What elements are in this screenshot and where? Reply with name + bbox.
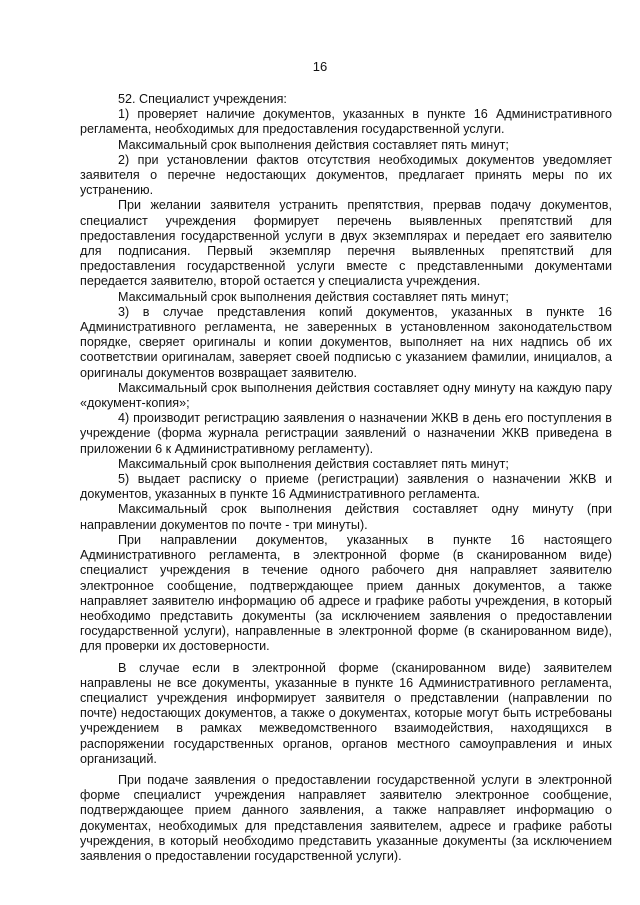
- document-body: [80, 92, 612, 864]
- paragraph: 5) выдает расписку о приеме (регистрации) заявления о назначении ЖКВ и документов, указанных в пункте 16 Административного регламента.: [80, 472, 612, 502]
- paragraph: 2) при установлении фактов отсутствия необходимых документов уведомляет заявителя о перечне недостающих документов, предлагает принять меры по их устранению.: [80, 152, 612, 198]
- paragraph: Максимальный срок выполнения действия составляет одну минуту на каждую пару «документ-копия»;: [80, 380, 612, 411]
- paragraph: При желании заявителя устранить препятствия, прервав подачу документов, специалист учреждения формирует перечень выявленных препятствий для предоставления государственной услуги в двух экземплярах и передает его заявителю для подписания. Первый экземпляр перечня выявленных препятствий для предоставления государственной услуги вместе с представленными документами передается заявителю, второй остается у специалиста учреждения.: [80, 198, 612, 289]
- paragraph: Максимальный срок выполнения действия составляет пять минут;: [118, 137, 509, 152]
- paragraph: Максимальный срок выполнения действия составляет пять минут;: [118, 456, 509, 471]
- paragraph: Максимальный срок выполнения действия составляет одну минуту (при направлении документов по почте - три минуты).: [80, 502, 612, 532]
- paragraph: 1) проверяет наличие документов, указанных в пункте 16 Административного регламента, необходимых для предоставления государственной услуги.: [80, 107, 612, 137]
- page-number: 16: [312, 59, 328, 74]
- paragraph: Максимальный срок выполнения действия составляет пять минут;: [118, 289, 509, 304]
- paragraph: В случае если в электронной форме (сканированном виде) заявителем направлены не все документы, указанные в пункте 16 Административного регламента, специалист учреждения информирует заявителя о представлении (направлении по почте) недостающих документов, а также о документах, которые могут быть истребованы учреждением в рамках межведомственного взаимодействия, находящихся в распоряжении государственных органов, органов местного самоуправления и иных организаций.: [80, 660, 612, 766]
- paragraph: 4) производит регистрацию заявления о назначении ЖКВ в день его поступления в учреждение (форма журнала регистрации заявлений о назначении ЖКВ приведена в приложении 6 к Административному регламенту).: [80, 411, 612, 456]
- paragraph: При направлении документов, указанных в пункте 16 настоящего Административного регламента, в электронной форме (в сканированном виде) специалист учреждения в течение одного рабочего дня направляет заявителю электронное сообщение, подтверждающее прием данных документов, а также направляет заявителю информацию об адресе и графике работы учреждения, в который необходимо представить документы (за исключением заявления о предоставлении государственной услуги), направленные в электронной форме (в сканированном виде), для проверки их достоверности.: [80, 532, 612, 654]
- paragraph: 52. Специалист учреждения:: [118, 92, 287, 106]
- paragraph: 3) в случае представления копий документов, указанных в пункте 16 Административного регламента, не заверенных в установленном законодательством порядке, сверяет оригиналы и копии документов, выполняет на них надпись об их соответствии оригиналам, заверяет своей подписью с указанием фамилии, инициалов, а оригиналы документов возвращает заявителю.: [80, 304, 612, 380]
- paragraph: При подаче заявления о предоставлении государственной услуги в электронной форме специалист учреждения направляет заявителю электронное сообщение, подтверждающее прием данного заявления, а также направляет информацию о документах, необходимых для представления заявителем, адресе и графике работы учреждения, в который необходимо представить указанные документы (за исключением заявления о предоставлении государственной услуги).: [80, 772, 612, 863]
